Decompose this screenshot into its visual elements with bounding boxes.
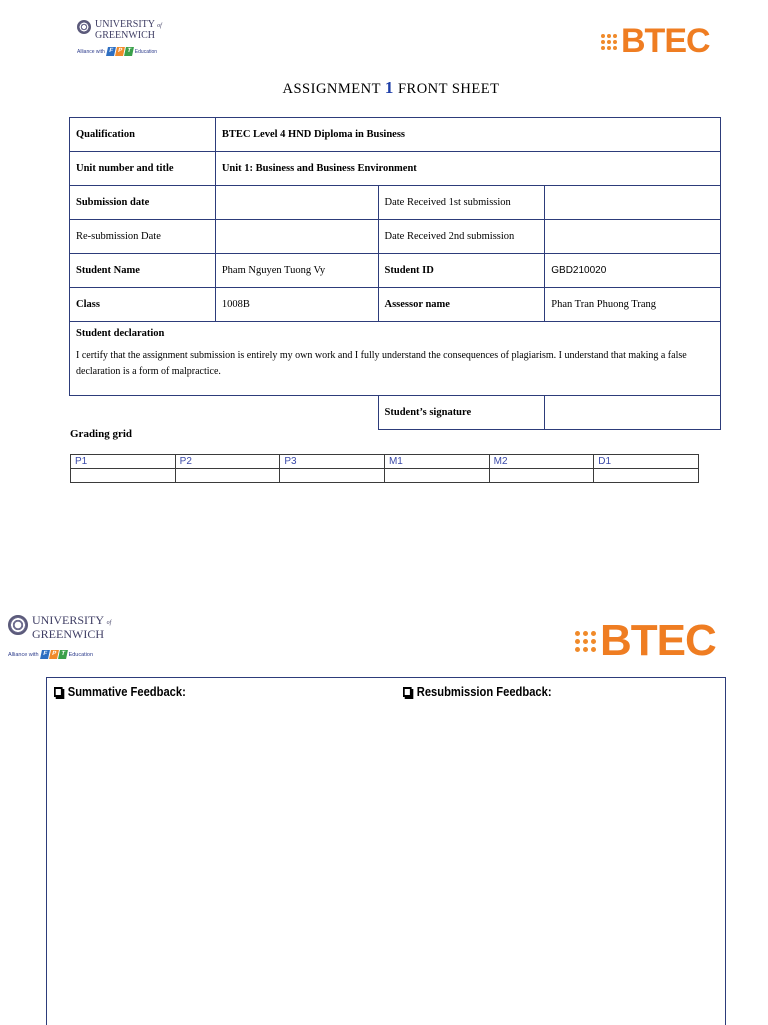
declaration-text: I certify that the assignment submission is entirely my own work and I fully understand the consequences of plagiarism. I understand that making a false declaration is a form of malpractice. xyxy=(76,350,687,377)
grade-m2-header: M2 xyxy=(489,455,594,469)
student-id-value: GBD210020 xyxy=(545,254,721,288)
grade-p2-header: P2 xyxy=(175,455,280,469)
front-sheet-table xyxy=(69,117,721,430)
qualification-row: Qualification BTEC Level 4 HND Diploma in Business xyxy=(70,118,721,152)
alliance-line: Alliance with F P T Education xyxy=(77,48,158,55)
btec-dots-icon xyxy=(575,631,596,652)
class-row: Class 1008B Assessor name Phan Tran Phuong Trang xyxy=(70,288,721,322)
university-logo: UNIVERSITY of GREENWICH Alliance with F P T Education xyxy=(77,19,162,55)
signature-field[interactable] xyxy=(545,396,721,430)
grade-p2-cell[interactable] xyxy=(175,469,280,483)
btec-logo: BTEC xyxy=(601,22,710,61)
btec-dots-icon xyxy=(601,34,617,50)
grade-m2-cell[interactable] xyxy=(489,469,594,483)
grade-p3-cell[interactable] xyxy=(280,469,385,483)
class-value: 1008B xyxy=(215,288,378,322)
student-row: Student Name Pham Nguyen Tuong Vy Student ID GBD210020 xyxy=(70,254,721,288)
grading-header-row xyxy=(71,455,699,469)
greenwich-crest-icon xyxy=(8,615,28,635)
grade-d1-cell[interactable] xyxy=(594,469,699,483)
grade-m1-header: M1 xyxy=(384,455,489,469)
declaration-row xyxy=(70,322,721,396)
assessor-value: Phan Tran Phuong Trang xyxy=(545,288,721,322)
grade-d1-header: D1 xyxy=(594,455,699,469)
unit-row: Unit number and title Unit 1: Business and Business Environment xyxy=(70,152,721,186)
date-received-2-field[interactable] xyxy=(545,220,721,254)
resubmission-date-field[interactable] xyxy=(215,220,378,254)
grading-grid xyxy=(70,454,699,483)
submission-date-field[interactable] xyxy=(215,186,378,220)
greenwich-crest-icon xyxy=(77,20,91,34)
submission-date-row: Submission date Date Received 1st submission xyxy=(70,186,721,220)
grade-p3-header: P3 xyxy=(280,455,385,469)
btec-logo-page2: BTEC xyxy=(575,616,716,666)
resubmission-date-row: Re-submission Date Date Received 2nd submission xyxy=(70,220,721,254)
fpt-logo: F P T xyxy=(107,47,133,56)
grading-value-row xyxy=(71,469,699,483)
grade-p1-cell[interactable] xyxy=(71,469,176,483)
checkbox-icon[interactable] xyxy=(54,687,63,697)
summative-feedback-label[interactable]: Summative Feedback: xyxy=(54,684,186,699)
checkbox-icon[interactable] xyxy=(403,687,412,697)
university-logo-page2: UNIVERSITY of GREENWICH Alliance with F P T Education xyxy=(8,613,112,658)
alliance-line: Alliance with F P T Education xyxy=(8,651,94,658)
resubmission-feedback-label[interactable]: Resubmission Feedback: xyxy=(403,684,552,699)
page-title: ASSIGNMENT 1 FRONT SHEET xyxy=(282,78,500,97)
signature-row: Student’s signature xyxy=(70,396,721,430)
fpt-logo: F P T xyxy=(41,650,67,659)
date-received-1-field[interactable] xyxy=(545,186,721,220)
grading-grid-label: Grading grid xyxy=(70,428,133,440)
student-name-value: Pham Nguyen Tuong Vy xyxy=(215,254,378,288)
declaration-heading: Student declaration xyxy=(76,328,165,339)
feedback-box xyxy=(46,677,726,1025)
grade-m1-cell[interactable] xyxy=(384,469,489,483)
grade-p1-header: P1 xyxy=(71,455,176,469)
